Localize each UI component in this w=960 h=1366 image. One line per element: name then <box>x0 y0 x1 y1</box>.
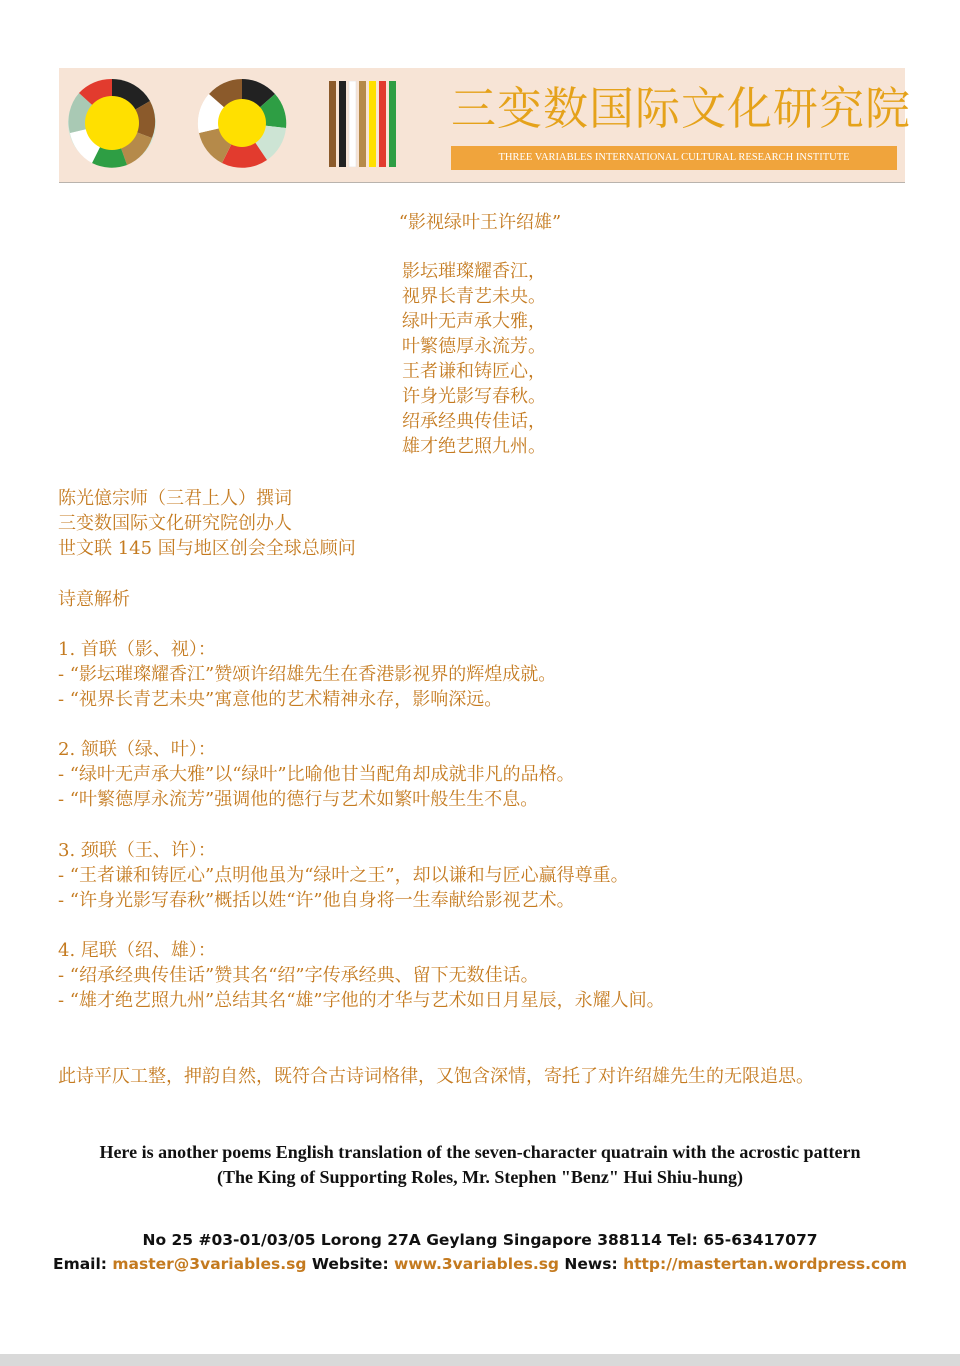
institute-name-en: THREE VARIABLES INTERNATIONAL CULTURAL RESEARCH INSTITUTE <box>451 146 897 170</box>
email-link[interactable]: master@3variables.sg <box>112 1255 307 1273</box>
poem-line: 王者谦和铸匠心， <box>402 361 546 382</box>
analysis-section <box>58 737 938 812</box>
analysis-section <box>58 637 938 712</box>
analysis-title: 诗意解析 <box>58 589 130 610</box>
section-item: - “绿叶无声承大雅”以“绿叶”比喻他甘当配角却成就非凡的品格。 <box>58 764 575 785</box>
english-line: Here is another poems English translation of the seven-character quatrain with the acrostic pattern <box>99 1142 861 1162</box>
poem-line: 雄才绝艺照九州。 <box>402 436 546 457</box>
logo-circle-left-icon <box>67 78 157 168</box>
author-line: 三变数国际文化研究院创办人 <box>58 513 292 534</box>
institute-name-cn: 三变数国际文化研究院 <box>451 82 912 135</box>
analysis-summary: 此诗平仄工整，押韵自然，既符合古诗词格律，又饱含深情，寄托了对许绍雄先生的无限追思。 <box>58 1066 814 1087</box>
section-item: - “绍承经典传佳话”赞其名“绍”字传承经典、留下无数佳话。 <box>58 965 539 986</box>
news-link[interactable]: http://mastertan.wordpress.com <box>623 1255 908 1273</box>
section-item: - “叶繁德厚永流芳”强调他的德行与艺术如繁叶般生生不息。 <box>58 789 539 810</box>
news-label: News: <box>559 1255 624 1273</box>
section-item: - “影坛璀璨耀香江”赞颂许绍雄先生在香港影视界的辉煌成就。 <box>58 664 557 685</box>
author-line: 世文联 145 国与地区创会全球总顾问 <box>58 538 356 559</box>
logo-circle-right-icon <box>197 78 287 168</box>
footer-contact <box>0 1228 960 1276</box>
section-item: - “王者谦和铸匠心”点明他虽为“绿叶之王”，却以谦和与匠心赢得尊重。 <box>58 865 629 886</box>
english-note <box>0 1140 960 1190</box>
section-heading: 4. 尾联（绍、雄）： <box>58 940 216 961</box>
poem-line: 叶繁德厚永流芳。 <box>402 336 546 357</box>
section-item: - “许身光影写春秋”概括以姓“许”他自身将一生奉献给影视艺术。 <box>58 890 575 911</box>
section-heading: 1. 首联（影、视）： <box>58 639 216 660</box>
section-heading: 3. 颈联（王、许）： <box>58 840 216 861</box>
poem-line: 绿叶无声承大雅， <box>402 311 546 332</box>
poem-body <box>402 259 702 459</box>
poem-line: 影坛璀璨耀香江， <box>402 261 546 282</box>
poem-line: 绍承经典传佳话， <box>402 411 546 432</box>
website-link[interactable]: www.3variables.sg <box>394 1255 560 1273</box>
website-label: Website: <box>306 1255 395 1273</box>
page-bottom-bar <box>0 1354 960 1366</box>
section-item: - “雄才绝艺照九州”总结其名“雄”字他的才华与艺术如日月星辰，永耀人间。 <box>58 990 665 1011</box>
footer-address: No 25 #03-01/03/05 Lorong 27A Geylang Singapore 388114 Tel: 65-63417077 <box>142 1231 818 1249</box>
institute-title <box>451 78 912 170</box>
poem-title: “影视绿叶王许绍雄” <box>398 212 562 233</box>
section-item: - “视界长青艺未央”寓意他的艺术精神永存，影响深远。 <box>58 689 503 710</box>
footer-links <box>0 1252 960 1276</box>
poem-line: 许身光影写春秋。 <box>402 386 546 407</box>
analysis-section <box>58 838 938 913</box>
poem-line: 视界长青艺未央。 <box>402 286 546 307</box>
author-block <box>58 486 918 561</box>
logo-stripes-icon <box>329 81 419 167</box>
email-label: Email: <box>52 1255 113 1273</box>
header-banner <box>59 68 912 183</box>
section-heading: 2. 颔联（绿、叶）： <box>58 739 216 760</box>
author-line: 陈光億宗师（三君上人）撰词 <box>58 488 292 509</box>
english-line: (The King of Supporting Roles, Mr. Stephen "Benz" Hui Shiu-hung) <box>217 1167 743 1187</box>
analysis-section <box>58 938 938 1013</box>
